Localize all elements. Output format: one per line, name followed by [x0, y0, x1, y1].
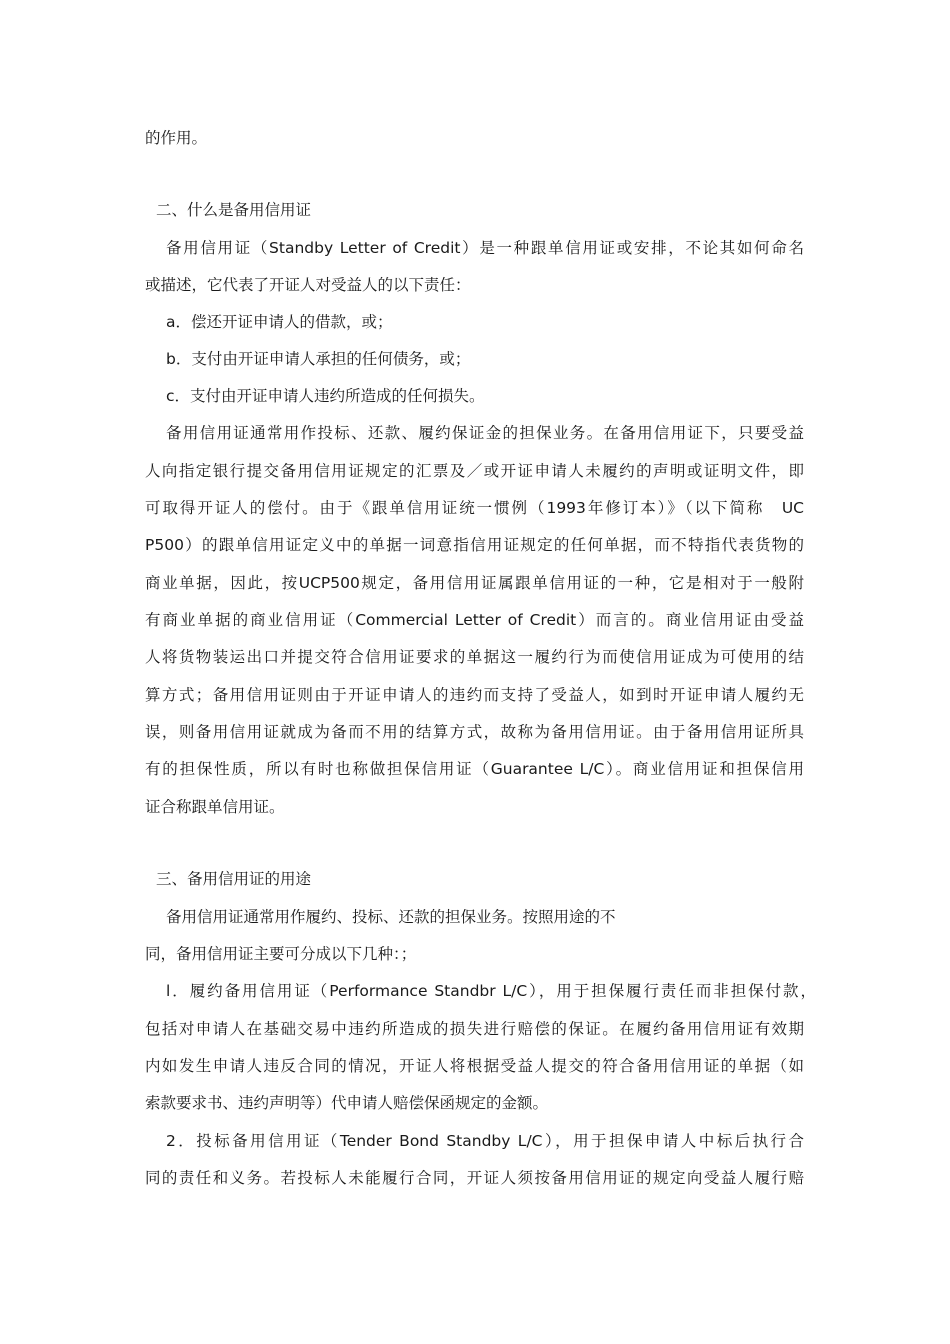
- paragraph-line: P500）的跟单信用证定义中的单据一词意指信用证规定的任何单据，而不特指代表货物的: [145, 536, 804, 554]
- paragraph-line: 人向指定银行提交备用信用证规定的汇票及／或开证申请人未履约的声明或证明文件，即: [145, 462, 804, 480]
- list-item-b: b．支付由开证申请人承担的任何债务，或；: [166, 350, 471, 368]
- paragraph-line: 同的责任和义务。若投标人未能履行合同，开证人须按备用信用证的规定向受益人履行赔: [145, 1169, 804, 1187]
- section-heading-3: 三、备用信用证的用途: [156, 870, 312, 888]
- paragraph-line: 误，则备用信用证就成为备而不用的结算方式，故称为备用信用证。由于备用信用证所具: [145, 723, 804, 741]
- list-item-c: c．支付由开证申请人违约所造成的任何损失。: [166, 387, 485, 405]
- paragraph-line: 备用信用证（Standby Letter of Credit）是一种跟单信用证或安排，不论其如何命名: [166, 239, 804, 257]
- paragraph-line: 或描述，它代表了开证人对受益人的以下责任：: [145, 276, 471, 294]
- paragraph-line: 人将货物装运出口并提交符合信用证要求的单据这一履约行为而使信用证成为可使用的结: [145, 648, 804, 666]
- paragraph-line: 包括对申请人在基础交易中违约所造成的损失进行赔偿的保证。在履约备用信用证有效期: [145, 1020, 804, 1038]
- paragraph-line: 商业单据，因此，按UCP500规定，备用信用证属跟单信用证的一种，它是相对于一般附: [145, 574, 804, 592]
- section-heading-2: 二、什么是备用信用证: [156, 201, 312, 219]
- paragraph-continuation: 的作用。: [145, 129, 208, 147]
- list-item-1: l．履约备用信用证（Performance Standbr L/C），用于担保履行责任而非担保付款，: [166, 982, 816, 1000]
- paragraph-line: 备用信用证通常用作履约、投标、还款的担保业务。按照用途的不: [166, 908, 616, 926]
- list-item-a: a．偿还开证申请人的借款，或；: [166, 313, 393, 331]
- paragraph-line: 证合称跟单信用证。: [145, 798, 285, 816]
- paragraph-line: 有商业单据的商业信用证（Commercial Letter of Credit）而言的。商业信用证由受益: [145, 611, 804, 629]
- paragraph-line: 索款要求书、违约声明等）代申请人赔偿保函规定的金额。: [145, 1094, 549, 1112]
- paragraph-line: 同，备用信用证主要可分成以下几种：；: [145, 945, 417, 963]
- paragraph-line: 可取得开证人的偿付。由于《跟单信用证统一惯例（1993年修订本）》（以下简称 UC: [145, 499, 804, 517]
- list-item-2: 2．投标备用信用证（Tender Bond Standby L/C），用于担保申请人中标后执行合: [166, 1132, 804, 1150]
- paragraph-line: 算方式；备用信用证则由于开证申请人的违约而支持了受益人，如到时开证申请人履约无: [145, 686, 804, 704]
- paragraph-line: 有的担保性质，所以有时也称做担保信用证（Guarantee L/C）。商业信用证和担保信用: [145, 760, 804, 778]
- paragraph-line: 内如发生申请人违反合同的情况，开证人将根据受益人提交的符合备用信用证的单据（如: [145, 1057, 804, 1075]
- paragraph-line: 备用信用证通常用作投标、还款、履约保证金的担保业务。在备用信用证下，只要受益: [166, 424, 804, 442]
